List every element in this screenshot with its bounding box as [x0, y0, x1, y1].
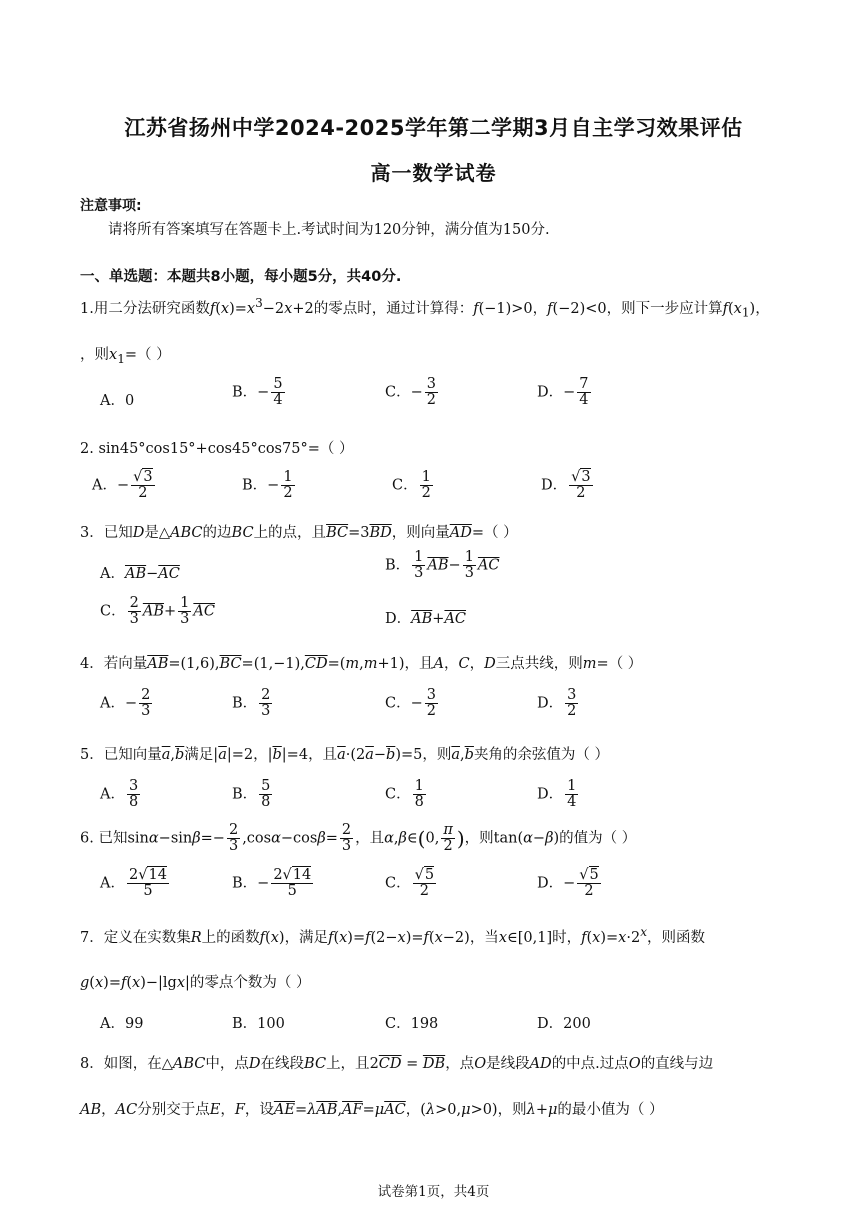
- q4-option-a[interactable]: A．− $\frac{2}{3}$: [100, 687, 151, 720]
- q3-option-a[interactable]: A．$\overline{AB}-\overline{AC}$: [100, 566, 180, 582]
- q5-option-a[interactable]: A． $\frac{3}{8}$: [100, 778, 139, 811]
- q6-option-a[interactable]: A． $\frac{2√14}{5}$: [100, 867, 167, 900]
- q1-option-c[interactable]: C．− $\frac{3}{2}$: [385, 376, 436, 409]
- q6-option-d[interactable]: D．− $\frac{√5}{2}$: [537, 867, 599, 900]
- q7-option-c[interactable]: C．198: [385, 1016, 439, 1032]
- q2-option-a[interactable]: A．− $\frac{√3}{2}$: [92, 469, 153, 502]
- q5-option-d[interactable]: D． $\frac{1}{4}$: [537, 778, 577, 811]
- question-5-stem: 5．已知向量$\overline{a},\overline{b}$满足$|\overline{a}|=2$，$|\overline{b}|=4$，且$\overline{a}\cdot(2\overline{a}-\overline{b})=5$，则$\overline{a},\overline{b}$夹角的余弦值为（ ）: [80, 747, 610, 763]
- question-4-stem: 4．若向量$\overline{AB}=(1,6),\overline{BC}=(1,-1),\overline{CD}=(m,m+1)$，且A，C，D三点共线，则m=（ ）: [80, 656, 643, 672]
- q1-option-d[interactable]: D．− $\frac{7}{4}$: [537, 376, 589, 409]
- q6-option-c[interactable]: C． $\frac{√5}{2}$: [385, 867, 435, 900]
- exam-subtitle: 高一数学试卷: [370, 161, 497, 185]
- q7-option-d[interactable]: D．200: [537, 1016, 591, 1032]
- question-2-stem: 2. sin45°cos15°+cos45°cos75°=（ ）: [80, 441, 354, 457]
- notice-heading: 注意事项:: [80, 198, 142, 214]
- question-7-line2: g(x)=f(x)−|lgx|的零点个数为（ ）: [80, 975, 311, 991]
- q7-option-b[interactable]: B．100: [232, 1016, 285, 1032]
- question-3-stem: 3．已知D是△ABC的边BC上的点，且$\overline{BC}=3\overline{BD}$，则向量$\overline{AD}=$（ ）: [80, 525, 518, 541]
- question-6-stem: 6. 已知sinα−sinβ=− $\frac{2}{3}$ ,cosα−cosβ= $\frac{2}{3}$ ，且α,β∈(0, $\frac{\pi}{2}$ )，则tan(α−β)的值为（ ）: [80, 822, 637, 855]
- q1-option-b[interactable]: B．− $\frac{5}{4}$: [232, 376, 283, 409]
- question-1-stem: 1.用二分法研究函数$f(x)=x^3-2x+2$的零点时，通过计算得：f(−1)>0，f(−2)<0，则下一步应计算$f(x_1)$，: [80, 296, 770, 320]
- q2-option-b[interactable]: B．− $\frac{1}{2}$: [242, 469, 293, 502]
- q2-option-c[interactable]: C． $\frac{1}{2}$: [392, 469, 431, 502]
- q1-option-a[interactable]: A．0: [100, 393, 135, 409]
- q5-option-b[interactable]: B． $\frac{5}{8}$: [232, 778, 271, 811]
- q4-option-d[interactable]: D． $\frac{3}{2}$: [537, 687, 577, 720]
- q5-option-c[interactable]: C． $\frac{1}{8}$: [385, 778, 424, 811]
- q2-option-d[interactable]: D． $\frac{√3}{2}$: [541, 469, 591, 502]
- section-heading: 一、单选题：本题共8小题，每小题5分，共40分.: [80, 269, 402, 285]
- q7-option-a[interactable]: A．99: [100, 1016, 144, 1032]
- q3-option-c[interactable]: C． $\frac{2}{3}$ $\overline{AB}+$ $\frac{1}{3}$ $\overline{AC}$: [100, 595, 215, 628]
- q6-option-b[interactable]: B．− $\frac{2√14}{5}$: [232, 867, 312, 900]
- q4-option-b[interactable]: B． $\frac{2}{3}$: [232, 687, 271, 720]
- question-8-stem: 8．如图，在△ABC中，点D在线段BC上，且$2\overline{CD} = \overline{DB}$，点O是线段AD的中点.过点O的直线与边: [80, 1056, 714, 1072]
- question-1-line2: ，则$x_1=$（ ）: [80, 347, 171, 366]
- question-7-stem: 7．定义在实数集R上的函数f(x)，满足f(x)=f(2−x)=f(x−2)，当x∈[0,1]时，$f(x)=x\cdot 2^x$，则函数: [80, 925, 705, 946]
- q4-option-c[interactable]: C．− $\frac{3}{2}$: [385, 687, 436, 720]
- q3-option-b[interactable]: B． $\frac{1}{3}$ $\overline{AB}-$ $\frac{1}{3}$ $\overline{AC}$: [385, 549, 500, 582]
- notice-body: 请将所有答案填写在答题卡上.考试时间为120分钟，满分值为150分.: [108, 222, 550, 238]
- page-footer: 试卷第1页，共4页: [377, 1184, 490, 1200]
- exam-title: 江苏省扬州中学2024-2025学年第二学期3月自主学习效果评估: [124, 116, 743, 140]
- question-8-line2: AB，AC分别交于点E，F，设$\overline{AE}=\lambda\overline{AB},\overline{AF}=\mu\overline{AC}$，(λ>0,μ>0)，则λ+μ的最小值为（ ）: [80, 1102, 664, 1118]
- q3-option-d[interactable]: D．$\overline{AB}+\overline{AC}$: [385, 611, 467, 627]
